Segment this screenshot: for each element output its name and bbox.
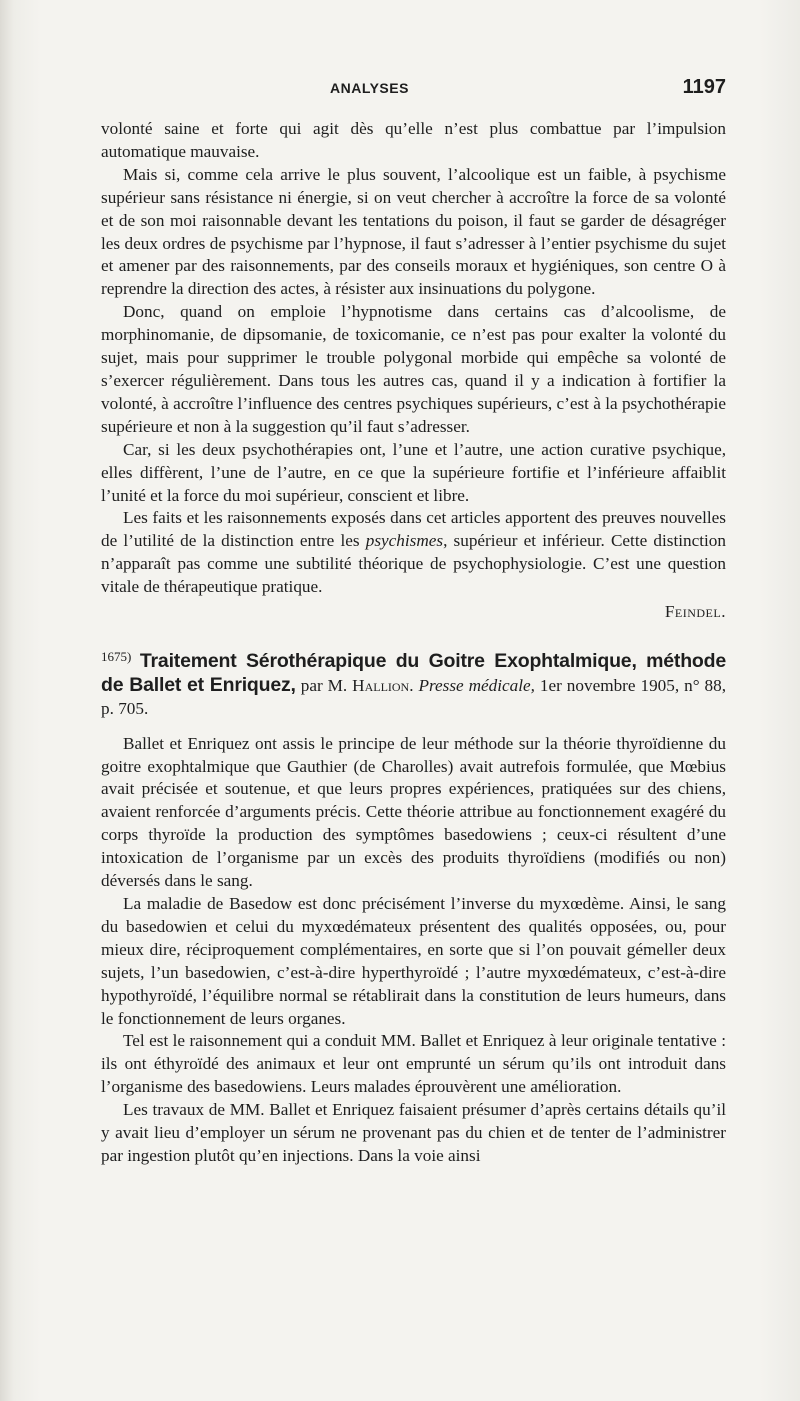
paragraph: Car, si les deux psychothérapies ont, l’une et l’autre, une action curative psychique, elles diffèrent, l’une de l’autre, en ce que la supérieure fortifie et l’inférieure affaiblit l’unité et la force du moi supérieur, conscient et libre. xyxy=(101,439,726,505)
author-signature: Feindel. xyxy=(664,602,726,622)
conclusion-text-end: , supérieur et inférieur. Cette distinction n’apparaît pas comme une subtilité théorique de psychophysiologie. C’est une question vitale de thérapeutique pratique. xyxy=(101,531,726,597)
paragraph: Donc, quand on emploie l’hypnotisme dans certains cas d’alcoolisme, de morphinomanie, de dipsomanie, de toxicomanie, ce n’est pas pour exalter la volonté du sujet, mais pour supprimer le trouble polygonal morbide qui empêche sa volonté de s’exercer régulièrement. Dans tous les autres cas, quand il y a indication à fortifier la volonté, à accroître l’influence des centres psychiques supérieurs, c’est à la psychothérapie supérieure et non à la suggestion qu’il faut s’adresser. xyxy=(101,302,726,436)
author-prefix: par M. xyxy=(295,675,353,695)
journal-name: Presse médicale, xyxy=(413,675,535,695)
paragraph: Les travaux de MM. Ballet et Enriquez faisaient présumer d’après certains détails qu’il y avait lieu d’employer un sérum ne provenant pas du chien et de tenter de l’administrer par ingestion plutôt qu’en injections. Dans la voie ainsi xyxy=(101,1100,726,1165)
paragraph: Tel est le raisonnement qui a conduit MM. Ballet et Enriquez à leur originale tentative : ils ont éthyroïdé des animaux et leur ont emprunté un sérum qu’ils ont introduit dans l’organisme des basedowiens. Leurs malades éprouvèrent une amélioration. xyxy=(101,1031,726,1097)
citation-details: 1er novembre 1905, n° 88, p. 705. xyxy=(101,675,726,718)
conclusion-text-start: Les faits et les raisonnements exposés dans cet articles apportent des preuves nouvelles de l’utilité de la distinction entre les xyxy=(101,508,726,551)
article-number: 1675) xyxy=(101,648,132,664)
paragraph: La maladie de Basedow est donc précisément l’inverse du myxœdème. Ainsi, le sang du basedowien et celui du myxœdémateux présentent des qualités opposées, ou, pour mieux dire, réciproquement complémentaires, en sorte que si l’on pouvait gémeller deux sujets, l’un basedowien, c’est-à-dire hyperthyroïdé ; l’autre myxœdémateux, c’est-à-dire hypothyroïdé, l’équilibre normal se rétablirait dans la constitution de leurs humeurs, dans le fonctionnement de leurs organes. xyxy=(101,894,726,1028)
running-title: ANALYSES xyxy=(330,80,409,96)
article-author: Hallion. xyxy=(352,675,414,695)
paragraph-continuation: volonté saine et forte qui agit dès qu’elle n’est plus combattue par l’impulsion automatique mauvaise. xyxy=(101,119,726,161)
page-number: 1197 xyxy=(682,76,726,98)
body-text xyxy=(101,118,726,1168)
page-header xyxy=(0,78,800,102)
article-title: Traitement Sérothérapique du Goitre Exophtalmique, méthode de Ballet et Enriquez, xyxy=(101,649,727,696)
conclusion-italic-term: psychismes xyxy=(365,531,444,551)
paragraph: Ballet et Enriquez ont assis le principe de leur méthode sur la théorie thyroïdienne du goitre exophtalmique que Gauthier (de Charolles) avait autrefois formulée, que Mœbius avait précisée et soutenue, et que leurs propres expériences, pratiquées sur des chiens, avaient renforcée d’arguments précis. Cette théorie attribue au fonctionnement exagéré du corps thyroïde la production des symptômes basedowiens ; ceux-ci résultent d’une intoxication de l’organisme par un excès des produits thyroïdiens (modifiés ou non) déversés dans le sang. xyxy=(101,733,726,891)
paragraph-conclusion xyxy=(101,507,726,599)
article-heading xyxy=(101,646,726,721)
paragraph: Mais si, comme cela arrive le plus souvent, l’alcoolique est un faible, à psychisme supérieur sans résistance ni énergie, si on veut chercher à accroître la force de sa volonté et de son moi raisonnable devant les tentations du poison, il faut se garder de désagréger les deux ordres de psychisme par l’hypnose, il faut s’adresser à l’entier psychisme du sujet et amener par des raisonnements, par des conseils moraux et hygiéniques, son centre O à reprendre la direction des actes, à résister aux insinuations du polygone. xyxy=(101,164,726,299)
